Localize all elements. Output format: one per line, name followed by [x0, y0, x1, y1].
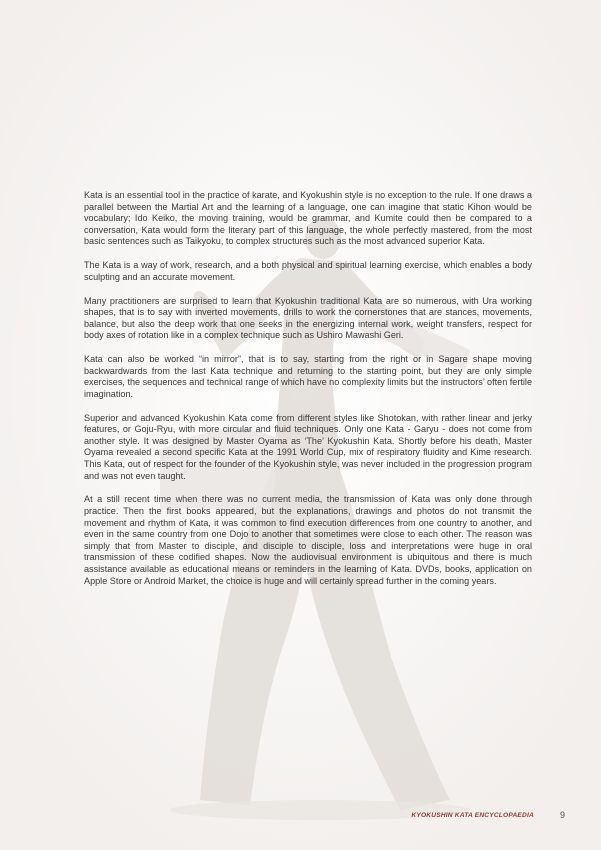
page-number: 9	[559, 810, 565, 820]
page-footer	[0, 811, 601, 825]
footer-book-title: KYOKUSHIN KATA ENCYCLOPAEDIA	[411, 812, 534, 819]
article-body	[84, 190, 532, 599]
paragraph-4: Kata can also be worked “in mirror”, that is to say, starting from the right or in Sagare shape moving backwardwards from the last Kata technique and returning to the starting point, but they are only simple exercises, the sequences and technical range of which have no complexity limits but the instructors’ often fertile imagination.	[84, 354, 533, 399]
paragraph-2: The Kata is a way of work, research, and a both physical and spiritual learning exercise, which enables a body sculpting and an accurate movement.	[84, 260, 532, 282]
paragraph-5: Superior and advanced Kyokushin Kata come from different styles like Shotokan, with rather linear and jerky features, or Goju-Ryu, with more circular and fluid techniques. Only one Kata - Garyu - does not come from another style. It was designed by Master Oyama as ‘The’ Kyokushin Kata. Shortly before his death, Master Oyama revealed a second specific Kata at the 1991 World Cup, mix of respiratory fluidity and Kime research. This Kata, out of respect for the founder of the Kyokushin style, was never included in the progression program and was not even taught.	[84, 412, 532, 481]
paragraph-3: Many practitioners are surprised to learn that Kyokushin traditional Kata are so numerous, with Ura working shapes, that is to say with inverted movements, drills to work the cornerstones that are stances, movements, balance, but also the deep work that one seeks in the energizing internal work, weight transfers, respect for body axes of rotation like in a complex technique such as Ushiro Mawashi Geri.	[84, 295, 532, 341]
paragraph-1: Kata is an essential tool in the practice of karate, and Kyokushin style is no exception to the rule. If one draws a parallel between the Martial Art and the learning of a language, one can imagine that static Kihon would be vocabulary; Ido Keiko, the moving training, would be grammar, and Kumite could then be compared to a conversation, Kata would form the literary part of this language, the whole perfectly mastered, from the most basic sentences such as Taikyoku, to complex structures such as the most advanced superior Kata.	[84, 190, 532, 247]
paragraph-6: At a still recent time when there was no current media, the transmission of Kata was only done through practice. Then the first books appeared, but the explanations, drawings and photos do not transmit the movement and rhythm of Kata, it was common to find execution differences from one country to another, and even in the same country from one Dojo to another that sometimes were close to each other. The reason was simply that from Master to disciple, and disciple to disciple, loss and interpretations were huge in oral transmission of these codified shapes. Now the audiovisual environment is ubiquitous and there is much assistance available as educational means or reminders in the learning of Kata. DVDs, books, application on Apple Store or Android Market, the choice is huge and will certainly spread further in the coming years.	[84, 494, 532, 586]
